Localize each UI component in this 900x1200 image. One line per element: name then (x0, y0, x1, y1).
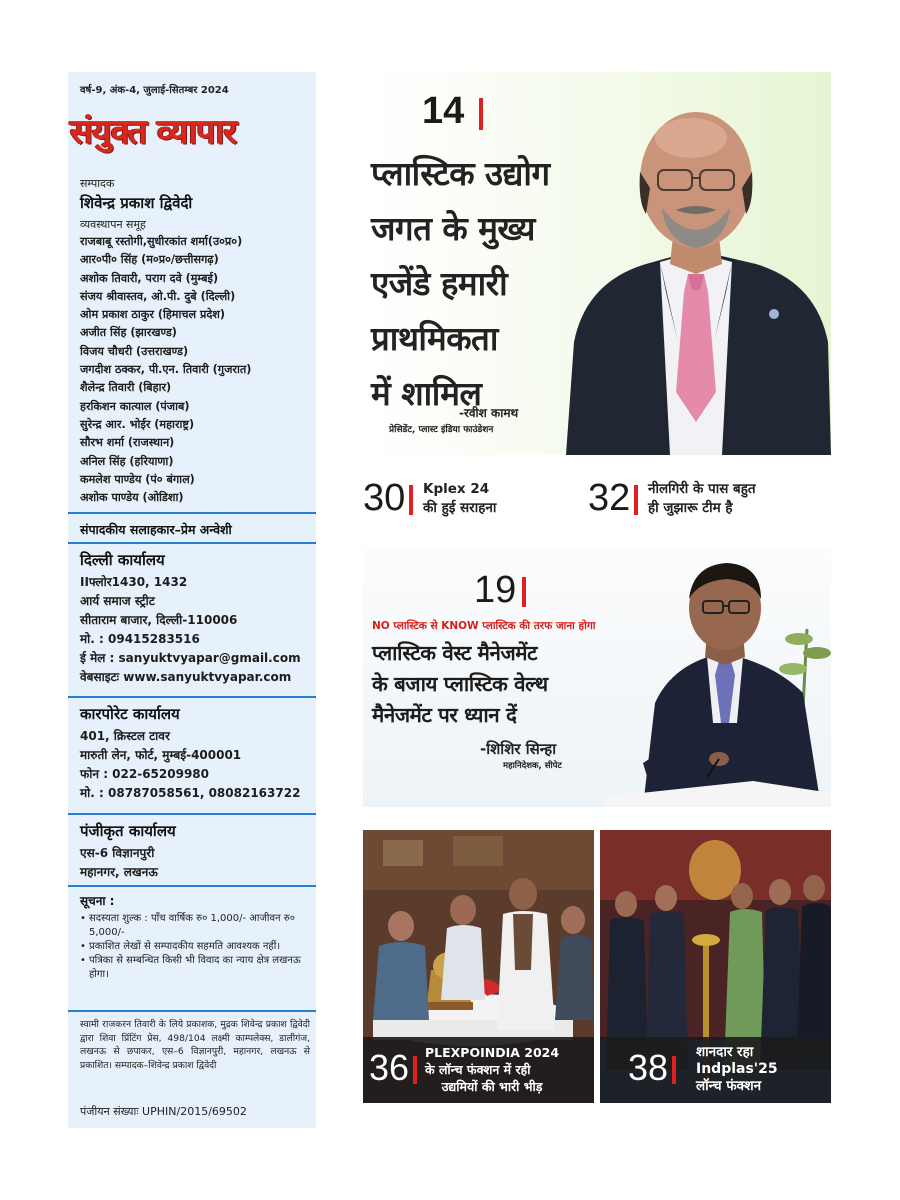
author-name: -रवीश कामथ (459, 406, 519, 420)
office-line: मारुती लेन, फोर्ट, मुम्बई-400001 (80, 748, 242, 762)
headline-line: प्लास्टिक उद्योग (371, 154, 550, 193)
team-member: हरकिशन कात्याल (पंजाब) (80, 399, 190, 413)
team-member: अशोक तिवारी, पराग दवे (मुम्बई) (80, 271, 219, 285)
issue-line: वर्ष-9, अंक-4, जुलाई-सितम्बर 2024 (80, 85, 229, 96)
headline-line: मैनेजमेंट पर ध्यान दें (372, 703, 517, 727)
photo-caption (363, 1037, 594, 1103)
team-member: विजय चौधरी (उत्तराखण्ड) (80, 344, 189, 358)
teaser-item[interactable] (363, 477, 573, 523)
story-page-number: 19 (474, 569, 517, 611)
masthead-sidebar (68, 72, 316, 1128)
page-marker-bar (672, 1056, 676, 1084)
headline-line: एजेंडे हमारी (371, 264, 508, 303)
registration-block (80, 1104, 310, 1119)
advisor-line: संपादकीय सलाहकार–प्रेम अन्वेशी (80, 522, 232, 537)
corporate-office-title: कारपोरेट कार्यालय (80, 705, 180, 723)
delhi-office-title: दिल्ली कार्यालय (80, 551, 165, 569)
headline-line: प्राथमिकता (371, 319, 498, 358)
advisor-block (80, 521, 310, 538)
notice-block (80, 892, 310, 982)
teaser-line: नीलगिरी के पास बहुत (648, 481, 756, 497)
portrait-photo (566, 92, 831, 455)
team-member: जगदीश ठक्कर, पी.एन. तिवारी (गुजरात) (80, 363, 252, 377)
caption-line: लॉन्च फंक्शन (696, 1078, 762, 1094)
office-line: 401, क्रिस्टल टावर (80, 729, 170, 743)
story-kicker: NO प्लास्टिक से KNOW प्लास्टिक की तरफ जाना होगा (372, 620, 596, 632)
teaser-item[interactable] (588, 477, 831, 523)
team-member: अशोक पाण्डेय (ओडिशा) (80, 491, 184, 505)
headline-line: में शामिल (371, 374, 482, 413)
teaser-line: की हुई सराहना (423, 500, 497, 516)
mobile-line: मो. : 08787058561, 08082163722 (80, 786, 301, 800)
cover-story-2[interactable] (363, 549, 831, 807)
teaser-page-number: 32 (588, 477, 631, 519)
portrait-photo (603, 553, 831, 807)
caption-line: शानदार रहा (696, 1044, 754, 1060)
team-member: अजीत सिंह (झारखण्ड) (80, 326, 177, 340)
caption-line: उद्यमियों की भारी भीड़ (441, 1079, 543, 1094)
editorial-block (80, 176, 310, 507)
teaser-text (423, 480, 496, 518)
caption-line: PLEXPOINDIA 2024 (425, 1045, 560, 1060)
caption-line: Indplas'25 (696, 1061, 778, 1077)
team-member: ओम प्रकाश ठाकुर (हिमाचल प्रदेश) (80, 308, 225, 322)
office-line: IIफ्लोर1430, 1432 (80, 575, 188, 589)
page-marker-bar (634, 485, 638, 515)
imprint-block (80, 1018, 310, 1072)
page-marker-bar (479, 98, 483, 130)
headline-line: के बजाय प्लास्टिक वेल्थ (372, 672, 548, 696)
teaser-page-number: 30 (363, 477, 406, 519)
team-member: संजय श्रीवास्तव, ओ.पी. दुबे (दिल्ली) (80, 289, 236, 303)
divider (68, 696, 316, 698)
cover-story-1[interactable] (363, 72, 831, 455)
caption-text (425, 1044, 559, 1095)
team-list (80, 233, 310, 507)
team-member: सुरेन्द्र आर. भोईर (महाराष्ट्र) (80, 417, 195, 431)
divider (68, 813, 316, 815)
page-marker-bar (413, 1056, 417, 1084)
author-role: महानिदेशक, सीपेट (503, 761, 562, 771)
registered-office-title: पंजीकृत कार्यालय (80, 822, 176, 840)
divider (68, 542, 316, 544)
editor-label: सम्पादक (80, 177, 115, 190)
caption-text (696, 1044, 778, 1095)
divider (68, 885, 316, 887)
notice-item: • प्रकाशित लेखों से सम्पादकीय सहमति आवश्यक नहीं। (80, 940, 310, 954)
author-name: -शिशिर सिन्हा (480, 740, 557, 758)
team-member: आर०पी० सिंह (म०प्र०/छत्तीसगढ़) (80, 253, 219, 267)
office-line: सीताराम बाजार, दिल्ली-110006 (80, 613, 238, 627)
team-member: राजबाबू रस्तोगी,सुधीरकांत शर्मा(उ०प्र०) (80, 235, 243, 248)
divider (68, 512, 316, 514)
office-line: महानगर, लखनऊ (80, 865, 158, 879)
headline-line: जगत के मुख्य (371, 209, 535, 248)
photo-caption (600, 1037, 831, 1103)
teaser-text (648, 480, 756, 518)
notice-item: • पत्रिका से सम्बन्धित किसी भी विवाद का न्याय क्षेत्र लखनऊ होगा। (80, 954, 310, 982)
story-page-number: 14 (422, 90, 465, 132)
page-marker-bar (522, 577, 526, 607)
teaser-line: Kplex 24 (423, 481, 490, 497)
editor-name: शिवेन्द्र प्रकाश द्विवेदी (80, 194, 193, 212)
corporate-office-block (80, 704, 310, 803)
phone-line: फोन : 022-65209980 (80, 767, 210, 781)
divider (68, 1010, 316, 1012)
team-member: सौरभ शर्मा (राजस्थान) (80, 436, 175, 450)
delhi-office-block (80, 550, 310, 687)
caption-line: के लॉन्च फंक्शन में रही (425, 1062, 531, 1077)
office-line: एस-6 विज्ञानपुरी (80, 846, 155, 860)
story-headline (372, 638, 548, 731)
team-member: अनिल सिंह (हरियाणा) (80, 454, 174, 468)
photo-story-indplas[interactable] (600, 830, 831, 1103)
notice-title: सूचना : (80, 894, 115, 908)
management-label: व्यवस्थापन समूह (80, 218, 146, 231)
caption-page-number: 36 (369, 1047, 410, 1088)
email-line: ई मेल : sanyuktvyapar@gmail.com (80, 651, 301, 665)
caption-page-number: 38 (628, 1047, 669, 1088)
website-line: वेबसाइटः www.sanyuktvyapar.com (80, 670, 292, 684)
registered-office-block (80, 821, 310, 882)
team-member: शैलेन्द्र तिवारी (बिहार) (80, 381, 172, 395)
magazine-logo: संयुक्त व्यापार (70, 112, 237, 152)
registration-number: पंजीयन संख्याः UPHIN/2015/69502 (80, 1105, 247, 1118)
photo-story-plexpoindia[interactable] (363, 830, 594, 1103)
phone-line: मो. : 09415283516 (80, 632, 200, 646)
headline-line: प्लास्टिक वेस्ट मैनेजमेंट (372, 641, 538, 665)
notice-item: • सदस्यता शुल्क : पाँच वार्षिक रु० 1,000/- आजीवन रु० 5,000/- (80, 912, 310, 940)
author-role: प्रेसिडेंट, प्लास्ट इंडिया फाउंडेशन (389, 425, 494, 435)
team-member: कमलेश पाण्डेय (पं० बंगाल) (80, 472, 195, 486)
teaser-line: ही जुझारू टीम है (648, 500, 733, 516)
imprint-text: स्वामी राजकरन तिवारी के लिये प्रकाशक, मुद्रक शिवेन्द्र प्रकाश द्विवेदी द्वारा शिवा प्रिंटिंग प्रेस, 498/104 लक्ष्मी काम्पलेक्स, डालीगंज, लखनऊ से छपाकर, एस–6 विज्ञानपुरी, महानगर, लखनऊ से प्रकाशित। सम्पादक–शिवेन्द्र प्रकाश द्विवेदी (80, 1019, 310, 1071)
office-line: आर्य समाज स्ट्रीट (80, 594, 155, 608)
page-marker-bar (409, 485, 413, 515)
